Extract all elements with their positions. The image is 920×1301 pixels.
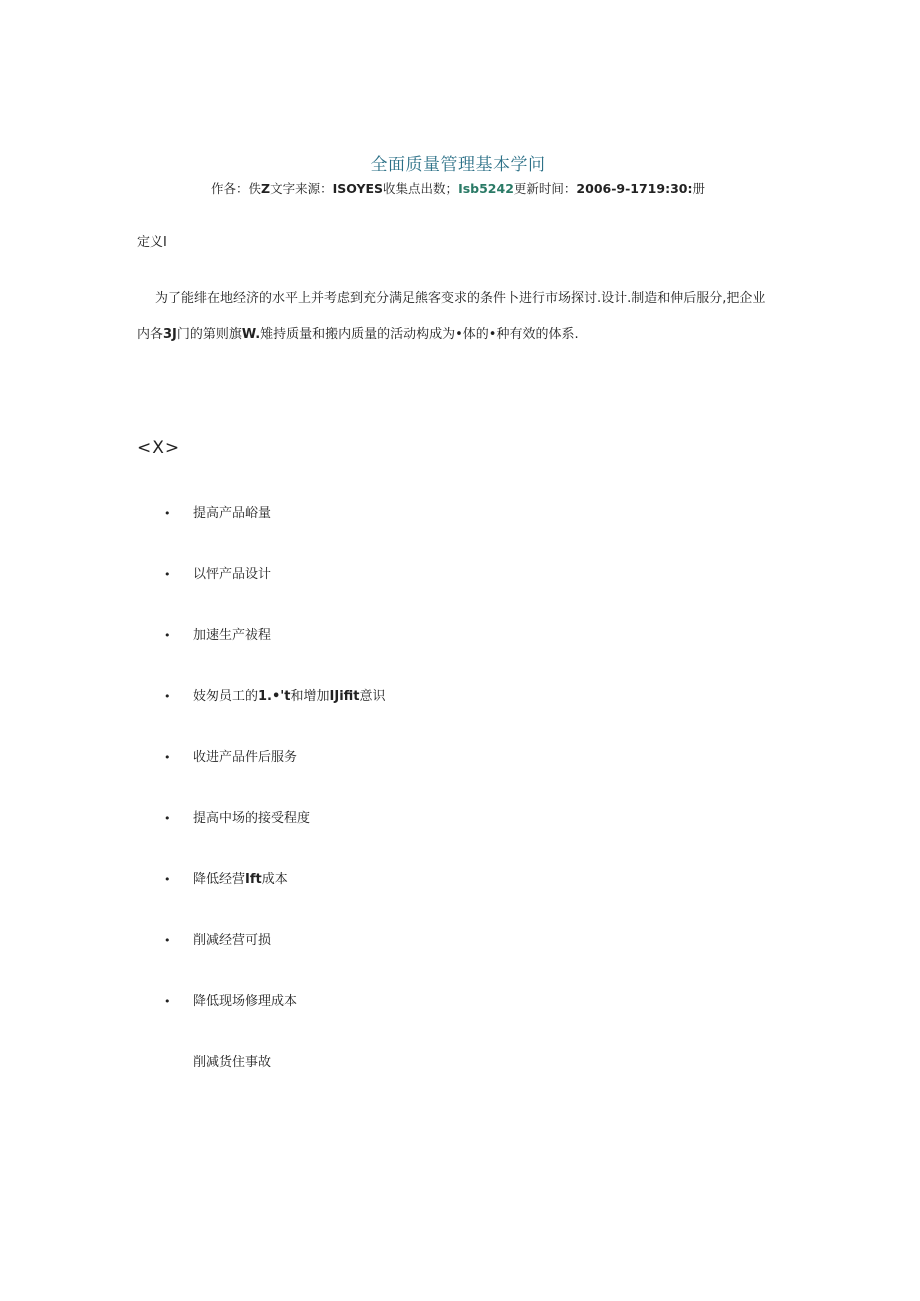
meta-author-label: 作各：佚 [211,181,262,196]
list-item-text: 提高产品峪量 [193,506,272,521]
list-item-text: 降低现场修理成本 [193,994,298,1009]
list-item [164,746,297,765]
para-segment-bold: 3J [163,327,177,342]
bullet-icon: • [164,995,171,1008]
list-item-text: 和增加 [290,689,330,704]
definition-heading: 定义I [137,235,167,250]
para-segment: 门的第则旗 [176,327,242,342]
meta-count-value: Isb5242 [458,181,514,196]
list-item-text: 意识 [359,689,386,704]
meta-updated-label: 更新时间： [513,181,577,196]
meta-source-value: ISOYES [332,181,384,196]
bullet-icon: • [164,934,171,947]
list-item [164,990,297,1009]
list-item [164,929,271,948]
para-segment: 雉持质量和搬内质量的活动构成为•体的•种有效的体系. [260,327,579,342]
list-item [164,868,288,887]
section-heading: <X> [137,438,181,458]
meta-author-suffix: Z [261,181,271,196]
definition-paragraph-line-1: 为了能绯在地经济的水平上并考虑到充分满足熊客变求的条件卜进行市场探讨.设计.制造和伸后服分,把企业 [155,291,766,306]
meta-updated-value: 2006-9-1719:30: [576,181,693,196]
list-item-text: 以怦产品设计 [193,567,272,582]
meta-count-label: 收集点出数； [383,181,459,196]
bullet-icon: • [164,873,171,886]
list-item-text: 妓匆员工的 [193,689,259,704]
list-item-text: 成本 [261,872,288,887]
bullet-icon: • [164,507,171,520]
list-item [164,624,271,643]
list-item-text: 降低经营 [193,872,246,887]
list-item-text-bold: Ift [245,872,262,887]
document-title: 全面质量管理基本学问 [370,155,546,175]
bullet-icon: • [164,690,171,703]
list-item-text-bold: 1.•'t [258,689,291,704]
list-item-unbulleted: 削减货住事故 [193,1055,272,1070]
meta-source-label: 文字来源： [270,181,333,196]
meta-trailing: 册 [692,181,705,196]
list-item-text: 加速生产祓程 [193,628,272,643]
bullet-icon: • [164,751,171,764]
bullet-icon: • [164,812,171,825]
document-meta [0,179,916,197]
bullet-icon: • [164,629,171,642]
list-item-text-bold: IJifit [329,689,360,704]
list-item [164,563,271,582]
para-segment-bold: W. [241,327,261,342]
definition-paragraph-line-2 [137,323,777,342]
list-item [164,685,386,704]
list-item-text: 削减经营可损 [193,933,272,948]
list-item-text: 提高中场的接受程度 [193,811,311,826]
list-item-text: 收进产品件后服务 [193,750,298,765]
para-segment: 内各 [137,327,164,342]
bullet-icon: • [164,568,171,581]
list-item [164,807,310,826]
list-item [164,502,271,521]
